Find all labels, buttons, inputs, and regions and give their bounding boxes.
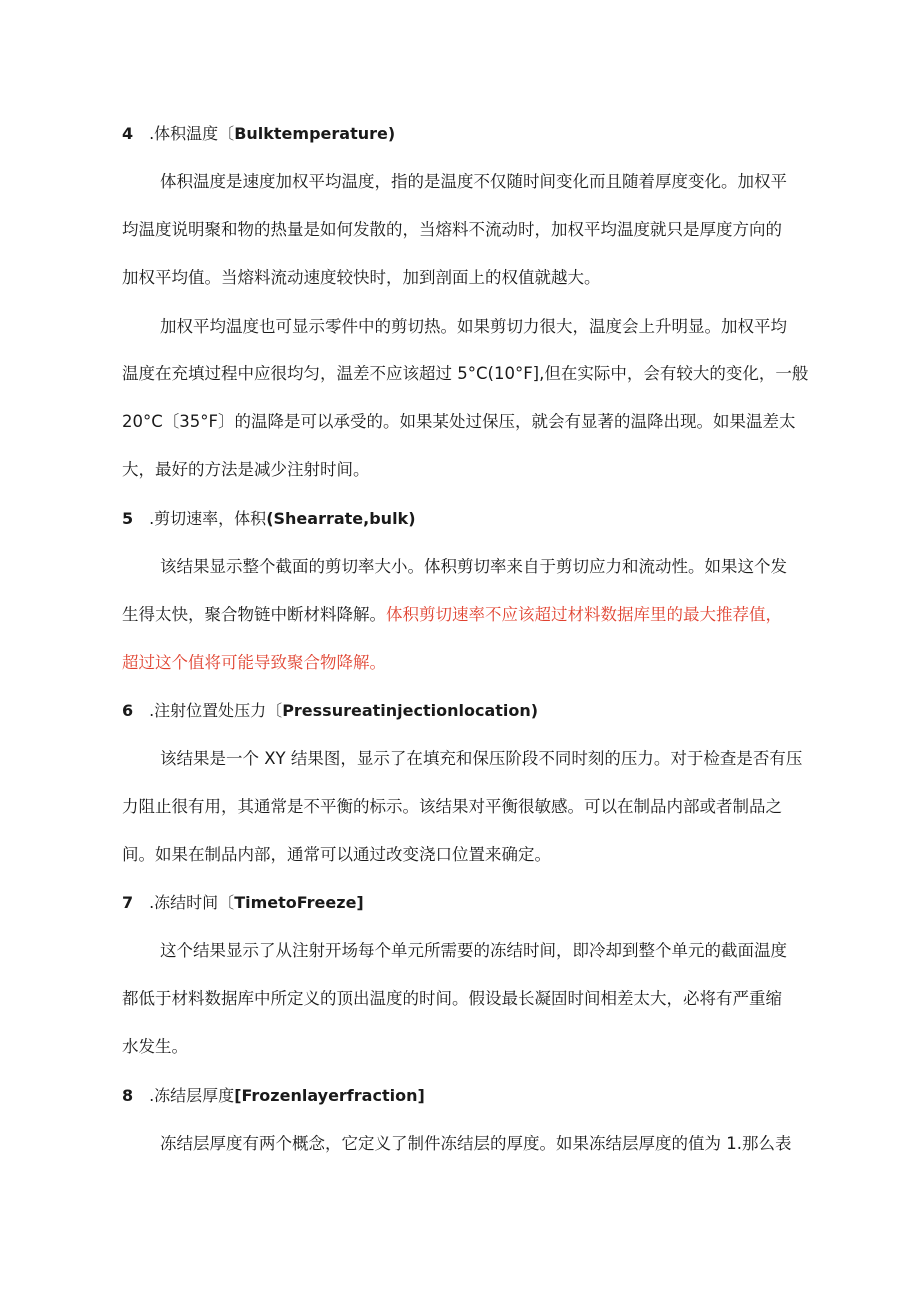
section-number: 6 <box>122 701 134 720</box>
section-title-cn: .冻结层厚度 <box>144 1086 235 1105</box>
section-title-cn: .注射位置处压力〔 <box>144 701 283 720</box>
section-heading-7 <box>122 891 364 915</box>
section-title-cn: .冻结时间〔 <box>144 893 235 912</box>
paragraph-line: 都低于材料数据库中所定义的顶出温度的时间。假设最长凝固时间相差太大，必将有严重缩 <box>122 989 782 1008</box>
paragraph-line: 加权平均温度也可显示零件中的剪切热。如果剪切力很大，温度会上升明显。加权平均 <box>160 317 787 336</box>
section-heading-6 <box>122 699 538 723</box>
section-title-cn: .体积温度〔 <box>144 124 235 143</box>
paragraph-line: 这个结果显示了从注射开场每个单元所需要的冻结时间，即冷却到整个单元的截面温度 <box>160 941 787 960</box>
section-number: 5 <box>122 509 134 528</box>
paragraph-line: 力阻止很有用，其通常是不平衡的标示。该结果对平衡很敏感。可以在制品内部或者制品之 <box>122 797 782 816</box>
section-title-en: Bulktemperature) <box>234 124 396 143</box>
paragraph-line: 体积温度是速度加权平均温度，指的是温度不仅随时间变化而且随着厚度变化。加权平 <box>160 172 787 191</box>
paragraph-line: 水发生。 <box>122 1037 188 1056</box>
section-title-en: Pressureatinjectionlocation) <box>282 701 539 720</box>
paragraph-text: 生得太快，聚合物链中断材料降解。 <box>122 605 386 624</box>
section-title-en: [Frozenlayerfraction] <box>234 1086 425 1105</box>
paragraph-line: 间。如果在制品内部，通常可以通过改变浇口位置来确定。 <box>122 845 551 864</box>
highlighted-warning-text: 超过这个值将可能导致聚合物降解。 <box>122 653 386 672</box>
paragraph-line: 该结果是一个 XY 结果图，显示了在填充和保压阶段不同时刻的压力。对于检查是否有压 <box>160 749 803 768</box>
paragraph-line: 加权平均值。当熔料流动速度较快时，加到剖面上的权值就越大。 <box>122 268 601 287</box>
paragraph-line: 20°C〔35°F〕的温降是可以承受的。如果某处过保压，就会有显著的温降出现。如果温差太 <box>122 412 796 431</box>
paragraph-line: 均温度说明聚和物的热量是如何发散的，当熔料不流动时，加权平均温度就只是厚度方向的 <box>122 220 782 239</box>
section-title-en: TimetoFreeze] <box>234 893 364 912</box>
section-heading-8 <box>122 1084 425 1108</box>
section-number: 8 <box>122 1086 134 1105</box>
section-heading-4 <box>122 122 395 146</box>
highlighted-warning-text: 体积剪切速率不应该超过材料数据库里的最大推荐值， <box>386 605 782 624</box>
section-title-en: (Shearrate,bulk) <box>266 509 416 528</box>
paragraph-line: 冻结层厚度有两个概念，它定义了制件冻结层的厚度。如果冻结层厚度的值为 1.那么表 <box>160 1134 792 1153</box>
paragraph-line-mixed <box>122 603 782 627</box>
section-heading-5 <box>122 507 416 531</box>
paragraph-line: 该结果显示整个截面的剪切率大小。体积剪切率来自于剪切应力和流动性。如果这个发 <box>160 557 787 576</box>
section-number: 4 <box>122 124 134 143</box>
section-number: 7 <box>122 893 134 912</box>
section-title-cn: .剪切速率，体积 <box>144 509 267 528</box>
paragraph-line: 温度在充填过程中应很均匀，温差不应该超过 5°C(10°F],但在实际中，会有较大的变化，一般 <box>122 364 809 383</box>
paragraph-line: 大，最好的方法是减少注射时间。 <box>122 460 370 479</box>
